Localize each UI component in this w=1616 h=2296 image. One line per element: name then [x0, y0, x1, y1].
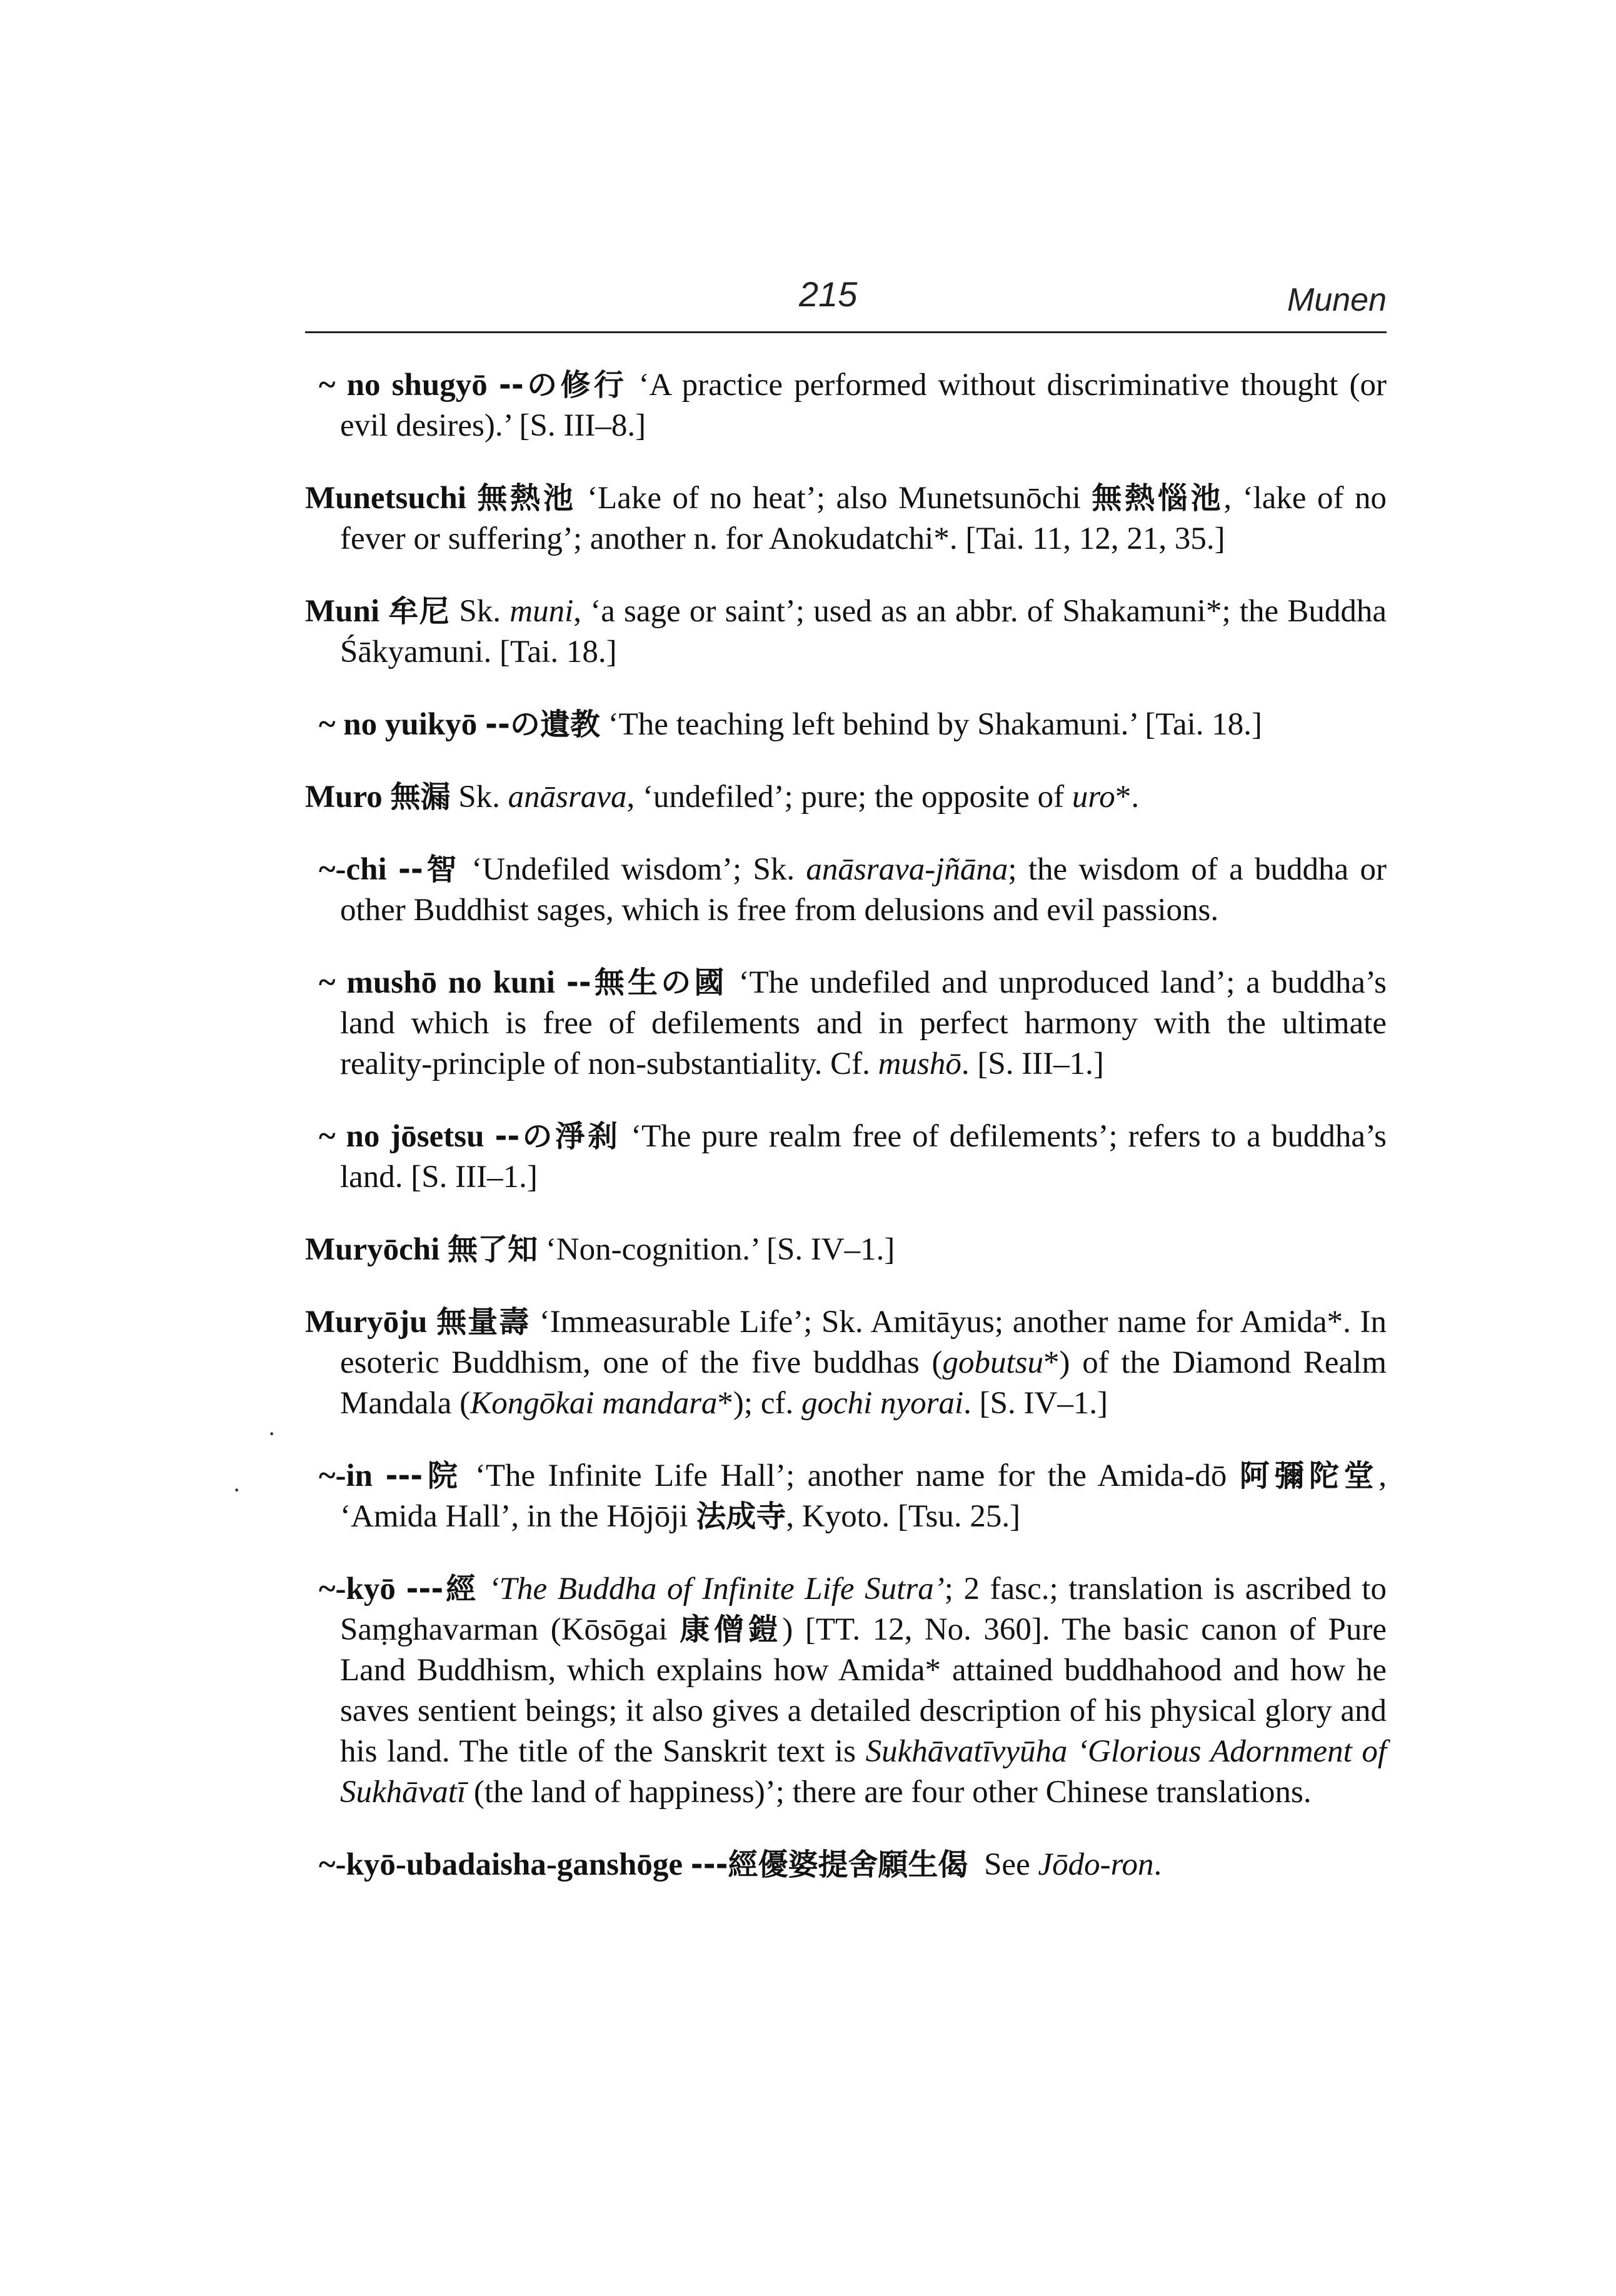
entry-musho-no-kuni: ~ mushō no kuni --無生の國 ‘The undefiled and unproduced land’; a buddha’s land which is free of defilements and in perfect harmony with the ultimate reality-principle of non-substantiality. Cf. mushō. [S. III–1.]	[319, 965, 1387, 1081]
entry-kyo-ubadaisha-ganshoge: ~-kyō-ubadaisha-ganshōge ---經優婆提舍願生偈 See Jōdo-ron.	[319, 1847, 1162, 1882]
guide-word: Munen	[1287, 282, 1387, 318]
dictionary-page	[305, 263, 1387, 1897]
entry-muni: Muni 牟尼 Sk. muni, ‘a sage or saint’; used as an abbr. of Shakamuni*; the Buddha Śākyamuni. [Tai. 18.]	[305, 594, 1387, 669]
entry-muryoju-in: ~-in ---院 ‘The Infinite Life Hall’; another name for the Amida-dō 阿彌陀堂, ‘Amida Hall’, in the Hōjōji 法成寺, Kyoto. [Tsu. 25.]	[319, 1458, 1387, 1534]
margin-mark: ·	[268, 1420, 276, 1448]
entry-no-yuikyo: ~ no yuikyō --の遺教 ‘The teaching left behind by Shakamuni.’ [Tai. 18.]	[319, 707, 1262, 742]
entry-list	[305, 365, 1387, 1885]
margin-mark: ·	[233, 1476, 241, 1504]
entry-muro-chi: ~-chi --智 ‘Undefiled wisdom’; Sk. anāsrava-jñāna; the wisdom of a buddha or other Buddhist sages, which is free from delusions and evil passions.	[319, 852, 1387, 928]
entry-muryoju: Muryōju 無量壽 ‘Immeasurable Life’; Sk. Amitāyus; another name for Amida*. In esoteric Buddhism, one of the five buddhas (gobutsu*) of the Diamond Realm Mandala (Kongōkai mandara*); cf. gochi nyorai. [S. IV–1.]	[305, 1305, 1387, 1421]
entry-muro: Muro 無漏 Sk. anāsrava, ‘undefiled’; pure; the opposite of uro*.	[305, 780, 1140, 815]
running-head	[305, 263, 1387, 333]
entry-munetsuchi: Munetsuchi 無熱池 ‘Lake of no heat’; also Munetsunōchi 無熱惱池, ‘lake of no fever or suffering’; another n. for Anokudatchi*. [Tai. 11, 12, 21, 35.]	[305, 481, 1387, 556]
entry-muryoju-kyo: ~-kyō ---經 ‘The Buddha of Infinite Life Sutra’; 2 fasc.; translation is ascribed to Saṃghavarman (Kōsōgai 康僧鎧) [TT. 12, No. 360]. The basic canon of Pure Land Buddhism, which explains how Amida* attained buddhahood and how he saves sentient beings; it also gives a detailed description of his physical glory and his land. The title of the Sanskrit text is Sukhāvatīvyūha ‘Glorious Adornment of Sukhāvatī (the land of happiness)’; there are four other Chinese translations.	[319, 1572, 1387, 1810]
entry-no-josetsu: ~ no jōsetsu --の淨刹 ‘The pure realm free of defilements’; refers to a buddha’s land. [S. III–1.]	[319, 1119, 1387, 1195]
page-number: 215	[799, 274, 858, 314]
entry-muryochi: Muryōchi 無了知 ‘Non-cognition.’ [S. IV–1.]	[305, 1232, 895, 1267]
entry-no-shugyo: ~ no shugyō --の修行 ‘A practice performed without discriminative thought (or evil desires).’ [S. III–8.]	[319, 368, 1387, 443]
